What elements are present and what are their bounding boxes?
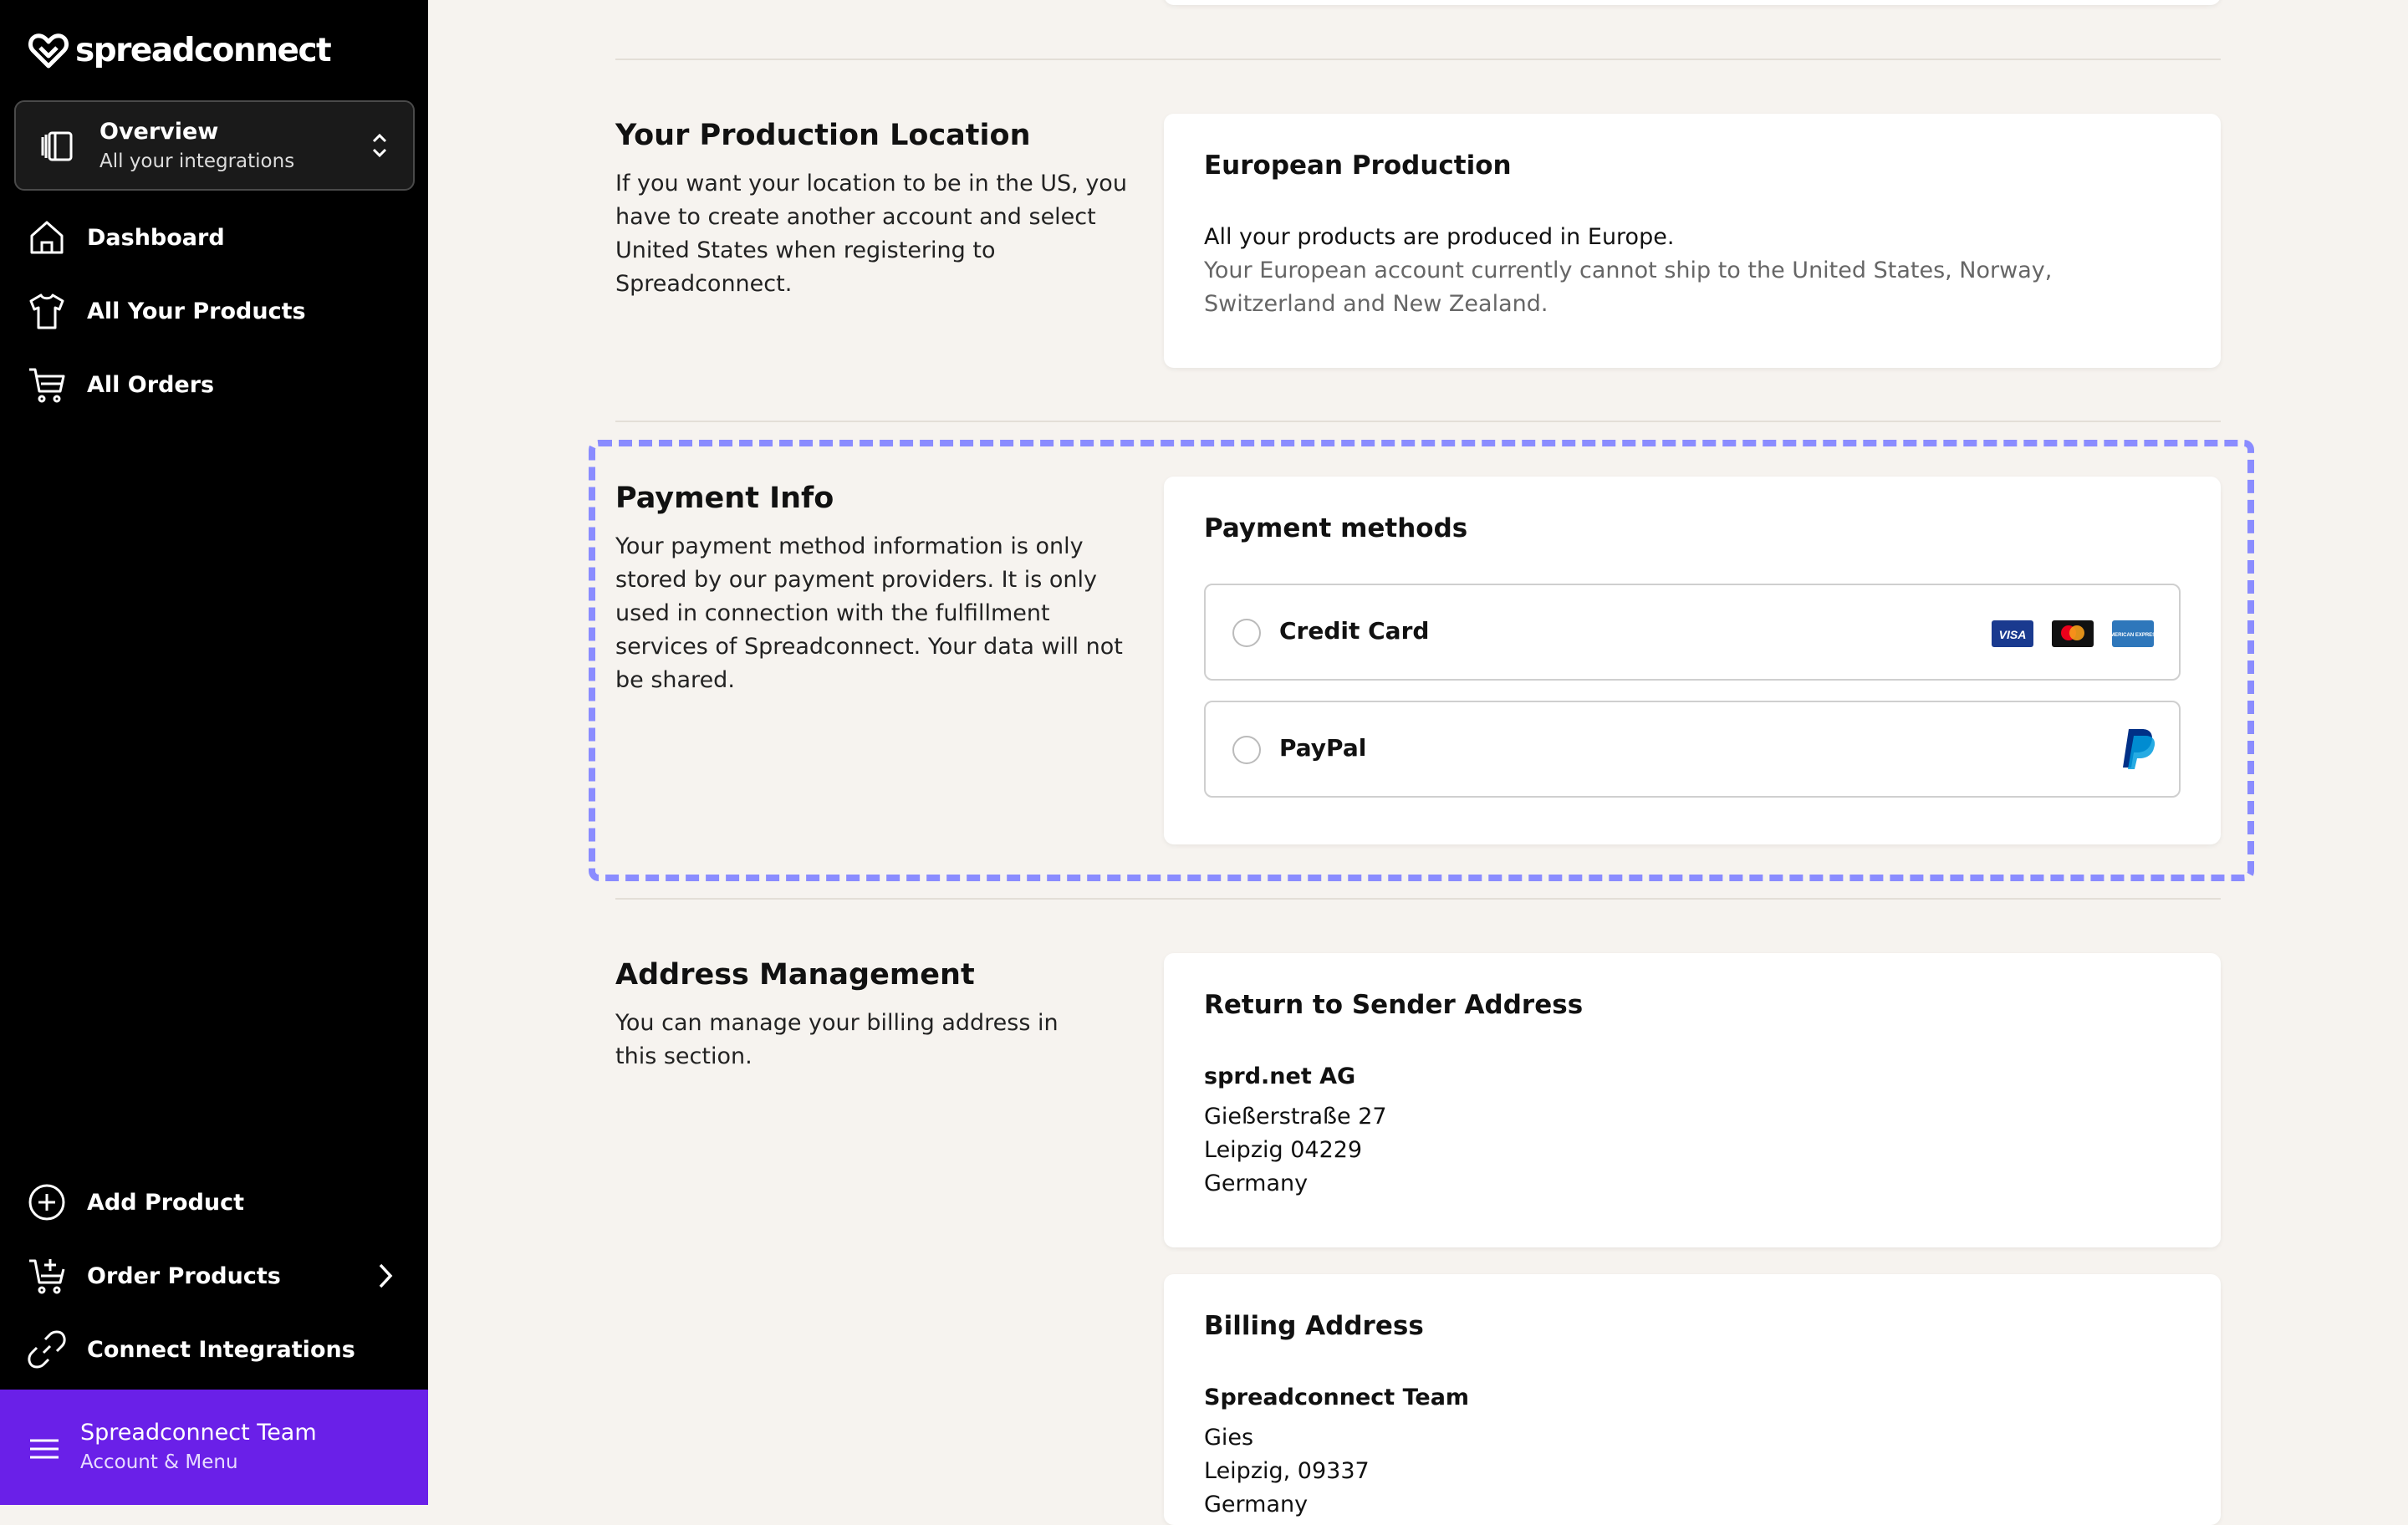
hamburger-menu-icon [28, 1436, 60, 1461]
nav-dashboard-label: Dashboard [87, 224, 225, 251]
billing-company: Spreadconnect Team [1204, 1385, 1470, 1410]
previous-card [1164, 0, 2221, 5]
nav-all-products[interactable] [0, 278, 428, 344]
amex-icon [2106, 620, 2160, 647]
chevron-right-icon [376, 1262, 395, 1290]
billing-street: Gies [1204, 1425, 1254, 1451]
paypal-radio[interactable] [1232, 736, 1261, 764]
panels-icon [39, 129, 74, 164]
return-address-title: Return to Sender Address [1204, 990, 1584, 1020]
visa-icon [1992, 620, 2033, 647]
billing-city: Leipzig, 09337 [1204, 1458, 1370, 1484]
payment-option-paypal[interactable] [1204, 701, 2181, 798]
paypal-label: PayPal [1279, 734, 1367, 762]
switcher-subtitle: All your integrations [99, 150, 295, 172]
switcher-title: Overview [99, 119, 219, 145]
nav-add-product[interactable] [0, 1169, 428, 1236]
nav-add-product-label: Add Product [87, 1189, 245, 1216]
nav-orders-label: All Orders [87, 371, 215, 398]
payment-section-desc: Your payment method information is only stored by our payment providers. It is only used in connection with the fulfillment services of Spreadconnect. Your data will not be shared. [615, 533, 1123, 693]
tshirt-icon [27, 291, 67, 331]
paypal-icon [2120, 727, 2157, 771]
nav-all-orders[interactable] [0, 351, 428, 418]
link-icon [27, 1329, 67, 1369]
amex-label: AMERICAN EXPRESS [2106, 633, 2160, 638]
billing-address-card [1164, 1274, 2221, 1525]
production-section-title: Your Production Location [615, 119, 1031, 152]
account-subtitle: Account & Menu [80, 1451, 238, 1473]
integration-switcher[interactable] [14, 100, 415, 191]
production-line-1: All your products are produced in Europe. [1204, 224, 1675, 250]
nav-connect-label: Connect Integrations [87, 1336, 355, 1363]
billing-country: Germany [1204, 1492, 1309, 1517]
sidebar [0, 0, 428, 1505]
account-name: Spreadconnect Team [80, 1420, 317, 1446]
production-card [1164, 114, 2221, 368]
nav-dashboard[interactable] [0, 204, 428, 271]
visa-label: VISA [1998, 628, 2027, 641]
production-card-title: European Production [1204, 150, 1512, 181]
nav-products-label: All Your Products [87, 298, 306, 324]
billing-address-title: Billing Address [1204, 1311, 1424, 1341]
payment-section-title: Payment Info [615, 482, 834, 515]
production-section-desc: If you want your location to be in the US, you have to create another account and select United States when registering to Spreadconnect. [615, 171, 1127, 297]
divider [615, 898, 2221, 900]
nav-order-products[interactable] [0, 1242, 428, 1309]
account-menu[interactable] [0, 1390, 428, 1505]
return-city: Leipzig 04229 [1204, 1137, 1363, 1163]
cart-plus-icon [27, 1256, 67, 1296]
production-line-2: Your European account currently cannot ship to the United States, Norway, Switzerland and New Zealand. [1204, 258, 2053, 317]
cart-icon [27, 365, 67, 405]
payment-card-title: Payment methods [1204, 513, 1468, 543]
return-country: Germany [1204, 1171, 1309, 1196]
address-section-desc: You can manage your billing address in this section. [615, 1010, 1059, 1069]
divider [615, 421, 2221, 422]
heart-logo-icon [28, 33, 69, 69]
brand-name: spreadconnect [75, 32, 331, 69]
nav-connect-integrations[interactable] [0, 1316, 428, 1383]
payment-card [1164, 477, 2221, 844]
credit-card-label: Credit Card [1279, 617, 1430, 645]
divider [615, 59, 2221, 60]
return-address-card [1164, 953, 2221, 1247]
payment-option-credit-card[interactable] [1204, 584, 2181, 681]
return-company: sprd.net AG [1204, 1063, 1356, 1089]
brand-logo[interactable] [28, 32, 330, 69]
mastercard-icon [2052, 620, 2094, 647]
return-street: Gießerstraße 27 [1204, 1104, 1387, 1130]
home-icon [27, 217, 67, 258]
address-section-title: Address Management [615, 958, 975, 992]
plus-circle-icon [27, 1182, 67, 1222]
credit-card-radio[interactable] [1232, 619, 1261, 647]
nav-order-products-label: Order Products [87, 1262, 281, 1289]
chevron-up-down-icon [368, 129, 391, 162]
